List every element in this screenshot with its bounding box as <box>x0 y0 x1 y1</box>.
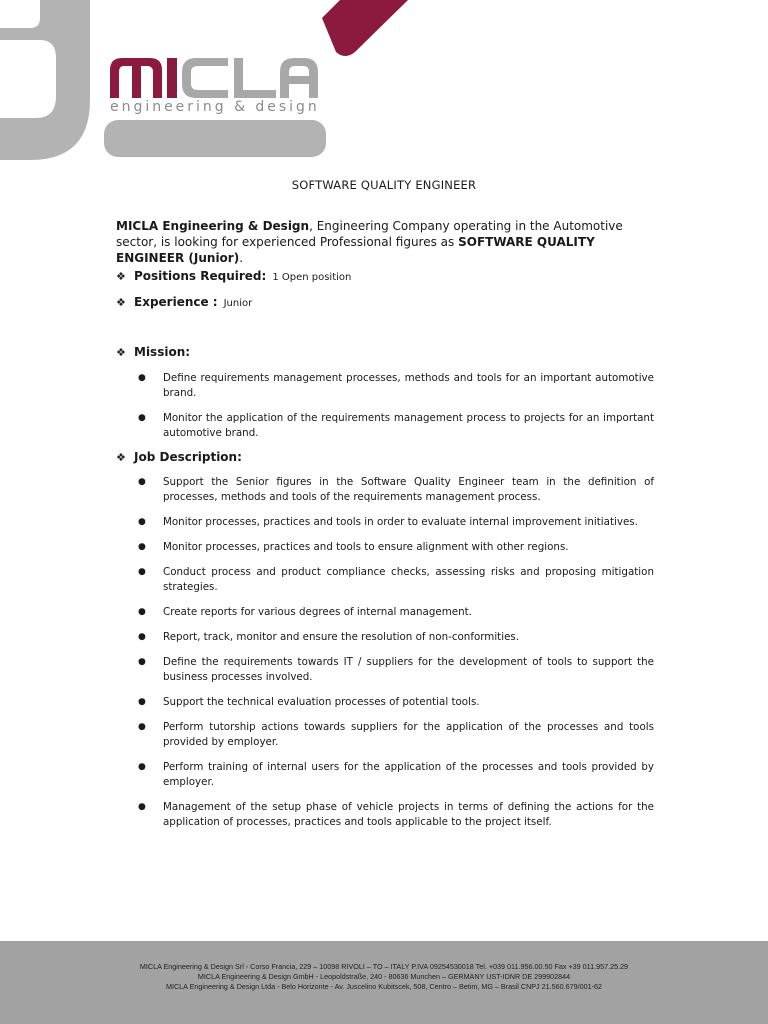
positions-value: 1 Open position <box>272 272 352 283</box>
mission-label: Mission: <box>134 345 191 359</box>
decorative-gray-bar <box>104 120 326 157</box>
diamond-bullet-icon: ❖ <box>116 296 126 309</box>
job-description-list <box>136 475 654 830</box>
footer-line-germany: MICLA Engineering & Design GmbH - Leopoldstraße, 240 - 80636 Munchen – GERMANY UST-IDNR DE 299902844 <box>197 972 571 981</box>
diamond-bullet-icon: ❖ <box>116 451 126 464</box>
experience <box>116 295 252 309</box>
footer-line-italy: MICLA Engineering & Design Srl - Corso Francia, 229 – 10098 RIVOLI – TO – ITALY P.IVA 09254530018 Tel. +039 011.956.00.50 Fax +39 011.957.25.29 <box>139 962 629 971</box>
job-description-label: Job Description: <box>134 450 242 464</box>
mission-list <box>136 371 654 441</box>
intro-text-1: , Engineering Company operating in the Automotive sector, is looking for experienced Professional figures as <box>116 219 623 249</box>
brand-wordmark <box>110 58 318 98</box>
footer <box>0 941 768 1024</box>
job-description-heading <box>116 450 242 464</box>
micla-logo <box>0 0 768 170</box>
job-title: SOFTWARE QUALITY ENGINEER <box>291 178 477 192</box>
list-item: ● Monitor processes, practices and tools in order to evaluate internal improvement initiatives. <box>138 516 638 528</box>
list-item: ● Support the Senior figures in the Software Quality Engineer team in the definition of processes, methods and tools of the requirements management process. <box>138 476 654 503</box>
list-item: ● Perform tutorship actions towards suppliers for the application of the processes and tools provided by employer. <box>138 721 654 748</box>
list-item: ● Perform training of internal users for the application of the processes and tools provided by employer. <box>138 761 654 788</box>
list-item: ● Management of the setup phase of vehicle projects in terms of defining the actions for the application of processes, practices and tools applicable to the project itself. <box>138 801 654 828</box>
decorative-maroon-stroke <box>322 0 408 56</box>
intro-text-2: . <box>239 251 244 265</box>
list-item: ● Create reports for various degrees of internal management. <box>138 606 472 618</box>
footer-addresses <box>0 962 768 992</box>
list-item: ● Support the technical evaluation processes of potential tools. <box>138 696 480 708</box>
experience-value: Junior <box>223 298 253 309</box>
mission-heading <box>116 345 190 359</box>
footer-line-brazil: MICLA Engineering & Design Ltda - Belo Horizonte - Av. Juscelino Kubitscek, 508, Centro – Betim, MG – Brasil CNPJ 21.560.679/001-62 <box>166 982 602 991</box>
role-name: SOFTWARE QUALITY ENGINEER (Junior) <box>116 235 595 265</box>
diamond-bullet-icon: ❖ <box>116 270 126 283</box>
brand-tagline: engineering & design <box>110 99 318 115</box>
experience-label: Experience : <box>134 295 218 309</box>
list-item: ● Conduct process and product compliance checks, assessing risks and proposing mitigation strategies. <box>138 566 654 593</box>
positions-label: Positions Required: <box>134 269 267 283</box>
diamond-bullet-icon: ❖ <box>116 346 126 359</box>
decorative-gray-hook <box>0 0 90 160</box>
list-item: ● Report, track, monitor and ensure the resolution of non-conformities. <box>138 631 520 643</box>
list-item: ● Define the requirements towards IT / suppliers for the development of tools to support the business processes involved. <box>138 656 654 683</box>
intro-paragraph <box>116 218 656 266</box>
list-item: ● Monitor processes, practices and tools to ensure alignment with other regions. <box>138 541 569 553</box>
positions-required <box>116 269 351 283</box>
list-item: ● Define requirements management processes, methods and tools for an important automotive brand. <box>138 372 654 399</box>
company-name: MICLA Engineering & Design <box>116 219 310 233</box>
list-item: ● Monitor the application of the requirements management process to projects for an important automotive brand. <box>138 412 654 439</box>
